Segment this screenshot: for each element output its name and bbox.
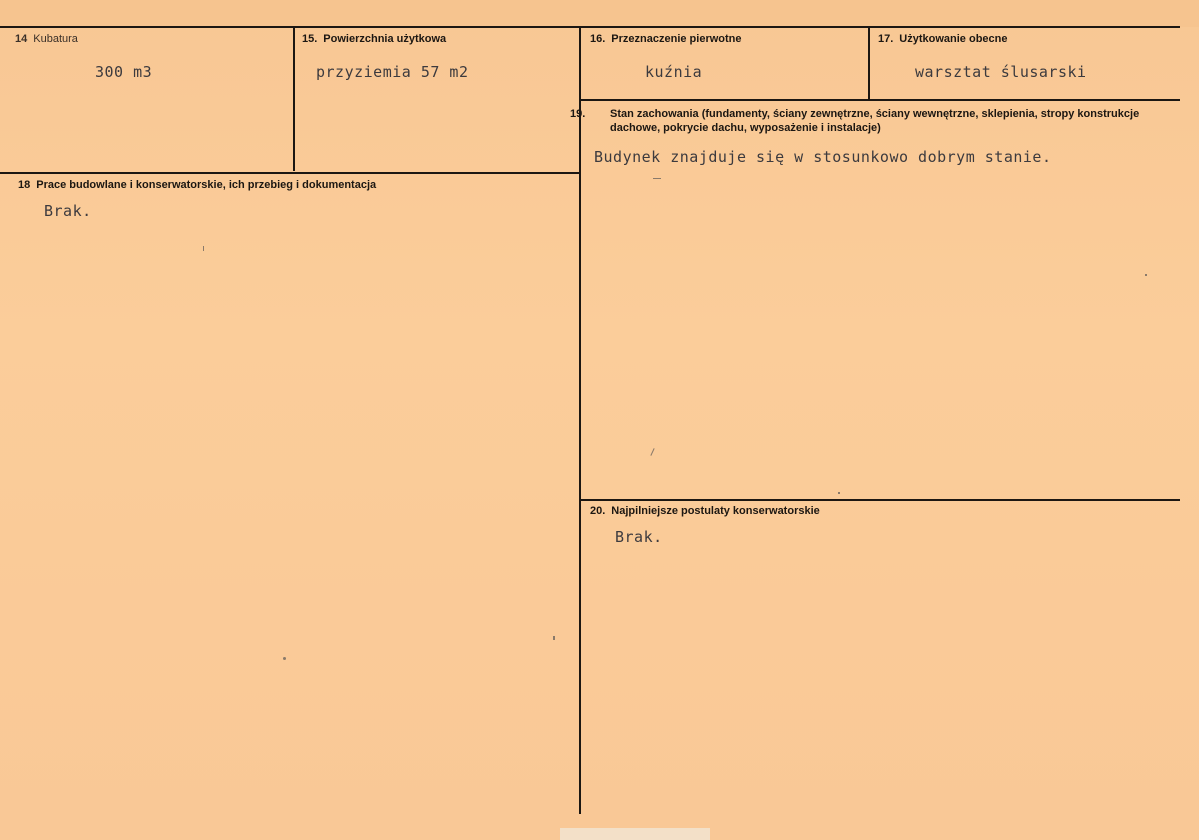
field-15-label: 15. Powierzchnia użytkowa <box>302 33 447 45</box>
paper-speck <box>838 492 840 494</box>
field-17-value: warsztat ślusarski <box>915 63 1087 81</box>
paper-speck <box>203 246 204 251</box>
divider-16-17 <box>868 27 870 100</box>
paper-speck <box>650 448 654 456</box>
divider-left-right <box>579 27 581 814</box>
divider-row-18 <box>0 172 580 174</box>
field-14-label: 14 Kubatura <box>15 33 78 45</box>
divider-row-19 <box>580 99 1180 101</box>
field-18-value: Brak. <box>44 202 92 220</box>
field-20-value: Brak. <box>615 528 663 546</box>
field-16-value: kuźnia <box>645 63 703 81</box>
field-17-label: 17. Użytkowanie obecne <box>878 33 1008 45</box>
paper-speck <box>283 657 286 660</box>
field-19-label: 19. Stan zachowania (fundamenty, ściany zewnętrzne, ściany wewnętrzne, sklepienia, stropy konstrukcje dachowe, pokrycie dachu, wyposażenie i instalacje) <box>570 108 1140 134</box>
divider-14-15 <box>293 27 295 171</box>
field-19-value: Budynek znajduje się w stosunkowo dobrym stanie. <box>594 148 1052 166</box>
field-18-label: 18 Prace budowlane i konserwatorskie, ich przebieg i dokumentacja <box>18 179 377 191</box>
top-border-line <box>0 26 1180 28</box>
card-bottom-edge <box>560 828 710 840</box>
field-15-value: przyziemia 57 m2 <box>316 63 469 81</box>
field-14-value: 300 m3 <box>95 63 153 81</box>
field-16-label: 16. Przeznaczenie pierwotne <box>590 33 742 45</box>
card-top-edge <box>0 0 1199 27</box>
paper-speck <box>653 178 661 179</box>
paper-speck <box>1145 274 1147 276</box>
paper-speck <box>553 636 555 640</box>
field-20-label: 20. Najpilniejsze postulaty konserwatorskie <box>590 505 820 517</box>
divider-row-20 <box>580 499 1180 501</box>
